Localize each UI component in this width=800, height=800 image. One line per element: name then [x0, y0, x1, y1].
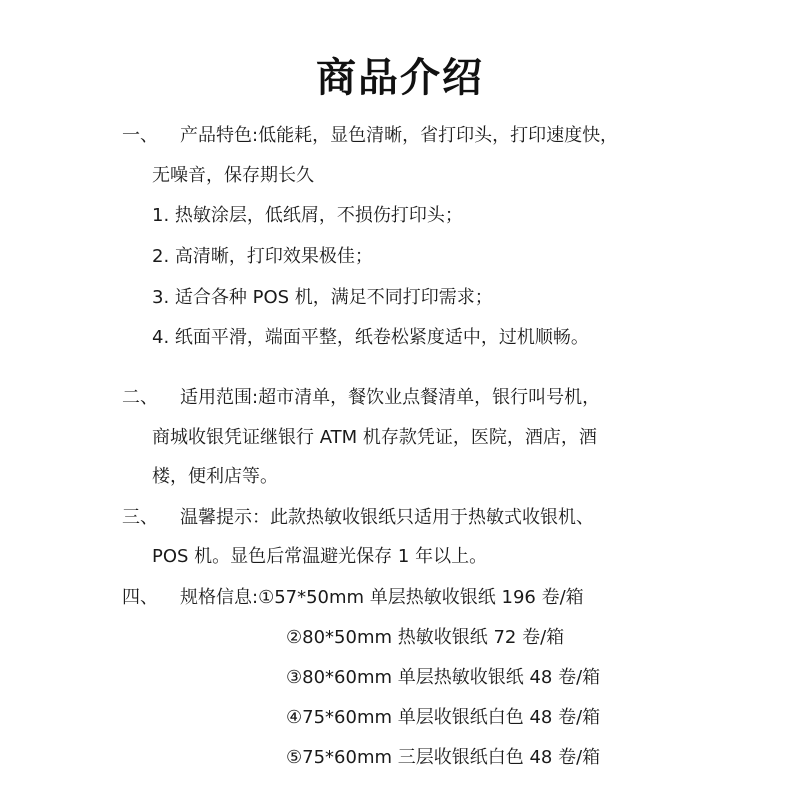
feature-item-3: 3. 适合各种 POS 机，满足不同打印需求； — [152, 287, 493, 308]
section-3-label: 温馨提示 — [180, 507, 252, 528]
section-2-line-1 — [122, 386, 600, 410]
section-4-label: 规格信息 — [180, 587, 252, 608]
section-1-line-2: 无噪音，保存期长久 — [152, 165, 314, 186]
section-1-text: :低能耗，显色清晰，省打印头，打印速度快， — [252, 125, 619, 146]
section-1-label: 产品特色 — [180, 125, 252, 146]
section-3-number: 三、 — [122, 507, 158, 528]
section-3-line-1 — [122, 506, 594, 530]
spec-item-1: :①57*50mm 单层热敏收银纸 196 卷/箱 — [252, 587, 584, 608]
spec-item-5: ⑤75*60mm 三层收银纸白色 48 卷/箱 — [286, 747, 601, 768]
section-2-line-3: 楼，便利店等。 — [152, 466, 278, 487]
section-2-label: 适用范围 — [180, 387, 252, 408]
feature-item-4: 4. 纸面平滑，端面平整，纸卷松紧度适中，过机顺畅。 — [152, 327, 589, 348]
spec-item-2: ②80*50mm 热敏收银纸 72 卷/箱 — [286, 627, 565, 648]
section-2-text: :超市清单，餐饮业点餐清单，银行叫号机， — [252, 387, 601, 408]
feature-item-1: 1. 热敏涂层，低纸屑，不损伤打印头； — [152, 205, 463, 226]
section-3-text: ：此款热敏收银纸只适用于热敏式收银机、 — [252, 507, 594, 528]
section-2-line-2: 商城收银凭证继银行 ATM 机存款凭证，医院，酒店，酒 — [152, 427, 597, 448]
spec-item-3: ③80*60mm 单层热敏收银纸 48 卷/箱 — [286, 667, 601, 688]
section-3-line-2: POS 机。显色后常温避光保存 1 年以上。 — [152, 546, 488, 567]
section-1-line-1 — [122, 124, 618, 148]
section-1-number: 一、 — [122, 125, 158, 146]
page-title: 商品介绍 — [316, 55, 484, 101]
feature-item-2: 2. 高清晰，打印效果极佳； — [152, 246, 373, 267]
section-4-line-1 — [122, 586, 584, 610]
section-4-number: 四、 — [122, 587, 158, 608]
spec-item-4: ④75*60mm 单层收银纸白色 48 卷/箱 — [286, 707, 601, 728]
section-2-number: 二、 — [122, 387, 158, 408]
